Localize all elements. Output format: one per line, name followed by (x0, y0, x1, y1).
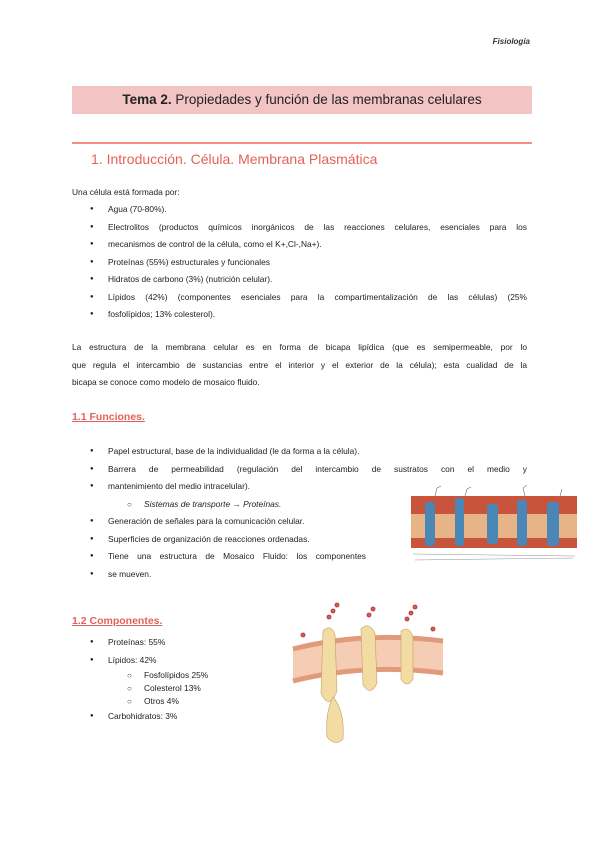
sub-list-item: ○ Fosfolípidos 25% (72, 669, 272, 682)
components-list (72, 634, 272, 726)
list-item: ● Generación de señales para la comunicación celular. (72, 513, 527, 531)
subject-tag: Fisiología (492, 37, 530, 46)
list-item: ● Hidratos de carbono (3%) (nutrición celular). (72, 271, 527, 289)
topic-title (72, 86, 532, 114)
list-item: ● Electrolitos (productos químicos inorgánicos de las reacciones celulares, esenciales para los (72, 219, 527, 237)
membrane-components-figure (283, 601, 448, 751)
section-heading: 1. Introducción. Célula. Membrana Plasmática (91, 151, 378, 167)
topic-number: Tema 2. (122, 92, 172, 107)
sub-list-item: ○ Otros 4% (72, 695, 272, 708)
functions-heading: 1.1 Funciones. (72, 411, 145, 423)
sub-list-item: ○ Sistemas de transporte → Proteínas. (72, 496, 527, 514)
list-item: ● Superficies de organización de reacciones ordenadas. (72, 531, 527, 549)
list-item: ● Papel estructural, base de la individualidad (le da forma a la célula). (72, 443, 527, 461)
section-divider (72, 142, 532, 144)
topic-name: Propiedades y función de las membranas celulares (171, 92, 482, 107)
list-item: ● Tiene una estructura de Mosaico Fluido: los componentes (72, 548, 366, 566)
membrane-paragraph: La estructura de la membrana celular es en forma de bicapa lipídica (que es semipermeable, por lo que regula el intercambio de sustancias entre el interior y el exterior de la célula); esta cualidad de la bicapa se conoce como modelo de mosaico fluido. (72, 342, 527, 387)
list-item: ● Barrera de permeabilidad (regulación del intercambio de sustratos con el medio y (72, 461, 527, 479)
list-item-continuation: ● fosfolípidos; 13% colesterol). (72, 306, 527, 324)
list-item-continuation: ● mecanismos de control de la célula, como el K+,Cl-,Na+). (72, 236, 527, 254)
intro-text: Una célula está formada por: (72, 187, 180, 197)
list-item-continuation: ● se mueven. (72, 566, 527, 584)
list-item: ● Proteínas: 55% (72, 634, 272, 652)
list-item-continuation: ● mantenimiento del medio intracelular). (72, 478, 527, 496)
components-heading: 1.2 Componentes. (72, 615, 163, 627)
list-item: ● Lípidos (42%) (componentes esenciales para la compartimentalización de las células) (25% (72, 289, 527, 307)
list-item: ● Agua (70-80%). (72, 201, 527, 219)
list-item: ● Carbohidratos: 3% (72, 708, 272, 726)
sub-list-item: ○ Colesterol 13% (72, 682, 272, 695)
composition-list (72, 201, 527, 324)
list-item: ● Lípidos: 42% (72, 652, 272, 670)
list-item: ● Proteínas (55%) estructurales y funcionales (72, 254, 527, 272)
fluid-mosaic-figure (405, 484, 585, 566)
